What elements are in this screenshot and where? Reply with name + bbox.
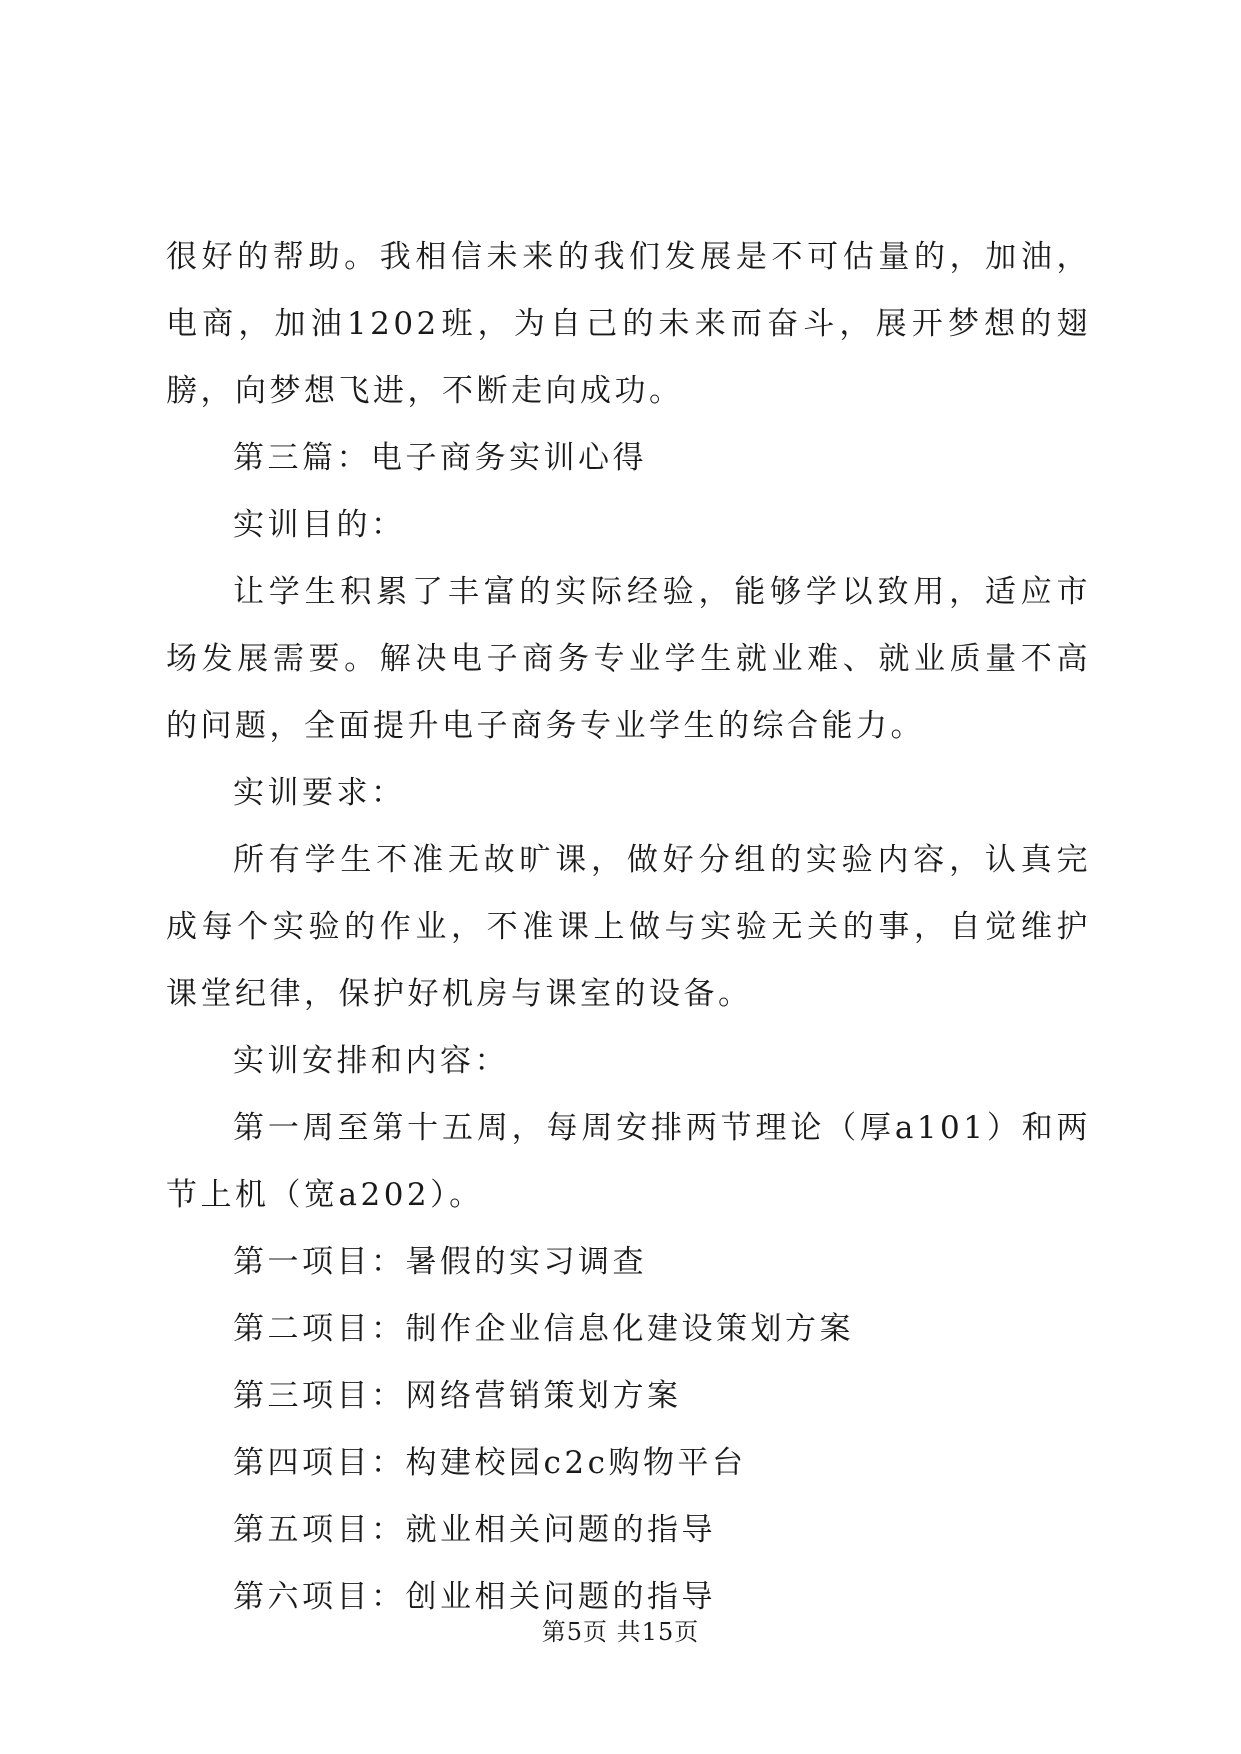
paragraph-training-arrangement: 第一周至第十五周，每周安排两节理论（厚a101）和两节上机（宽a202）。 (166, 1110, 1091, 1213)
heading-training-purpose: 实训目的： (233, 507, 406, 543)
page-number-footer: 第5页 共15页 (541, 1618, 700, 1646)
project-item-5: 第五项目：就业相关问题的指导 (233, 1512, 716, 1548)
section-title: 第三篇：电子商务实训心得 (233, 440, 647, 476)
project-item-1: 第一项目：暑假的实习调查 (233, 1244, 647, 1280)
project-item-3: 第三项目：网络营销策划方案 (233, 1378, 682, 1414)
paragraph-training-requirements: 所有学生不准无故旷课，做好分组的实验内容，认真完成每个实验的作业，不准课上做与实验无关的事，自觉维护课堂纪律，保护好机房与课室的设备。 (166, 842, 1091, 1012)
paragraph-1: 很好的帮助。我相信未来的我们发展是不可估量的，加油，电商，加油1202班，为自己的未来而奋斗，展开梦想的翅膀，向梦想飞进，不断走向成功。 (166, 239, 1091, 409)
project-item-4: 第四项目：构建校园c2c购物平台 (233, 1445, 747, 1481)
heading-training-requirements: 实训要求： (233, 775, 406, 811)
document-body (166, 224, 1091, 1631)
project-item-2: 第二项目：制作企业信息化建设策划方案 (233, 1311, 854, 1347)
paragraph-training-purpose: 让学生积累了丰富的实际经验，能够学以致用，适应市场发展需要。解决电子商务专业学生就业难、就业质量不高的问题，全面提升电子商务专业学生的综合能力。 (166, 574, 1091, 744)
project-item-6: 第六项目：创业相关问题的指导 (233, 1579, 716, 1615)
heading-training-arrangement: 实训安排和内容： (233, 1043, 509, 1079)
